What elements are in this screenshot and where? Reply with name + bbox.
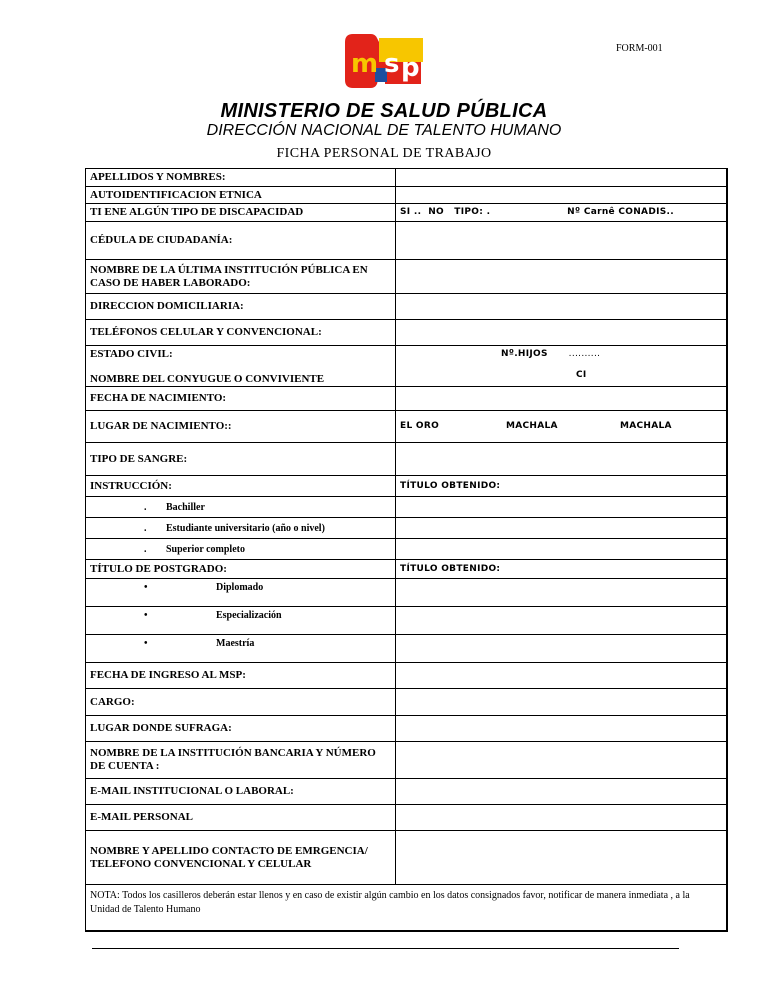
bullet-dot: .: [144, 501, 147, 513]
table-row: [86, 497, 727, 518]
page-subtitle: DIRECCIÓN NACIONAL DE TALENTO HUMANO: [206, 122, 562, 139]
table-row: [86, 387, 727, 411]
hijos-dots: ..........: [568, 349, 601, 359]
table-row: [86, 689, 727, 716]
table-row: [86, 831, 727, 885]
table-row: [86, 742, 727, 779]
bullet-dot: .: [144, 543, 147, 555]
apellidos-field[interactable]: [396, 169, 727, 187]
bullet-icon: •: [144, 638, 148, 649]
field-label: LUGAR DONDE SUFRAGA:: [86, 716, 396, 742]
field-label: NOMBRE Y APELLIDO CONTACTO DE EMRGENCIA/ TELEFONO CONVENCIONAL Y CELULAR: [86, 831, 396, 885]
ingreso-field[interactable]: [396, 663, 727, 689]
lugar-nac-field[interactable]: [396, 411, 727, 443]
especializacion-field[interactable]: [396, 607, 727, 635]
field-label: AUTOIDENTIFICACION ETNICA: [86, 187, 396, 204]
table-row: [86, 169, 727, 187]
personal-form-table: [85, 168, 728, 932]
ultima-inst-field[interactable]: [396, 260, 727, 294]
msp-logo: [309, 24, 463, 98]
table-row: [86, 805, 727, 831]
diplomado-field[interactable]: [396, 579, 727, 607]
svg-text:p: p: [401, 53, 420, 83]
table-row: [86, 260, 727, 294]
field-label: NOMBRE DE LA ÚLTIMA INSTITUCIÓN PÚBLICA EN CASO DE HABER LABORADO:: [86, 260, 396, 294]
field-label: NOMBRE DEL CONYUGUE O CONVIVIENTE: [90, 373, 325, 385]
table-row: [86, 294, 727, 320]
field-label: CÉDULA DE CIUDADANÍA:: [86, 222, 396, 260]
table-row: [86, 204, 727, 222]
table-row: [86, 539, 727, 560]
telefonos-field[interactable]: [396, 320, 727, 346]
field-label: TÍTULO DE POSTGRADO:: [86, 560, 396, 579]
table-row: [86, 346, 727, 387]
fecha-nac-field[interactable]: [396, 387, 727, 411]
disc-no: NO: [428, 207, 444, 217]
field-label: DIRECCION DOMICILIARIA:: [86, 294, 396, 320]
nota-text: NOTA: Todos los casilleros deberán estar llenos y en caso de existir algún cambio en los datos consignados favor, notificar de manera inmediata , a la Unidad de Talento Humano: [86, 885, 727, 931]
field-label: ESTADO CIVIL:: [90, 348, 173, 360]
emergencia-field[interactable]: [396, 831, 727, 885]
titulo-obtenido-label: TÍTULO OBTENIDO:: [396, 560, 727, 579]
hijos-label: Nº.HIJOS: [501, 349, 548, 359]
table-row: [86, 635, 727, 663]
universitario-field[interactable]: [396, 518, 727, 539]
bachiller-field[interactable]: [396, 497, 727, 518]
table-row: [86, 560, 727, 579]
field-label: INSTRUCCIÓN:: [86, 476, 396, 497]
bancaria-field[interactable]: [396, 742, 727, 779]
table-row: [86, 411, 727, 443]
table-row: [86, 779, 727, 805]
field-label: E-MAIL INSTITUCIONAL O LABORAL:: [86, 779, 396, 805]
table-row: [86, 320, 727, 346]
page-title: MINISTERIO DE SALUD PÚBLICA: [220, 100, 548, 122]
form-code: FORM-001: [616, 43, 663, 54]
table-row: [86, 518, 727, 539]
signature-line: [92, 948, 679, 949]
disc-tipo: TIPO: .: [454, 207, 491, 217]
field-label: Bachiller: [166, 501, 205, 513]
bullet-icon: •: [144, 610, 148, 621]
estado-civil-field[interactable]: [396, 346, 727, 387]
bullet-icon: •: [144, 582, 148, 593]
autoid-field[interactable]: [396, 187, 727, 204]
table-row: [86, 663, 727, 689]
table-row: [86, 476, 727, 497]
field-label: Maestría: [216, 638, 255, 649]
svg-text:m: m: [351, 49, 379, 79]
cargo-field[interactable]: [396, 689, 727, 716]
superior-field[interactable]: [396, 539, 727, 560]
email-pers-field[interactable]: [396, 805, 727, 831]
titulo-obtenido-label: TÍTULO OBTENIDO:: [396, 476, 727, 497]
discapacidad-field[interactable]: [396, 204, 727, 222]
field-label: FECHA DE INGRESO AL MSP:: [86, 663, 396, 689]
email-inst-field[interactable]: [396, 779, 727, 805]
bullet-dot: .: [144, 522, 147, 534]
table-row: [86, 579, 727, 607]
field-label: NOMBRE DE LA INSTITUCIÓN BANCARIA Y NÚMERO DE CUENTA :: [86, 742, 396, 779]
field-label: APELLIDOS Y NOMBRES:: [86, 169, 396, 187]
field-label: FECHA DE NACIMIENTO:: [86, 387, 396, 411]
field-label: TELÉFONOS CELULAR Y CONVENCIONAL:: [86, 320, 396, 346]
svg-text:s: s: [384, 49, 400, 79]
field-label: Especialización: [216, 610, 282, 621]
table-row: [86, 187, 727, 204]
sufraga-field[interactable]: [396, 716, 727, 742]
direccion-field[interactable]: [396, 294, 727, 320]
table-row: [86, 222, 727, 260]
field-label: CARGO:: [86, 689, 396, 716]
table-row: [86, 885, 727, 931]
sangre-field[interactable]: [396, 443, 727, 476]
field-label: Estudiante universitario (año o nivel): [166, 522, 325, 534]
table-row: [86, 443, 727, 476]
lugar-provincia: EL ORO: [400, 421, 440, 431]
maestria-field[interactable]: [396, 635, 727, 663]
lugar-ciudad: MACHALA: [620, 421, 672, 431]
field-label: E-MAIL PERSONAL: [86, 805, 396, 831]
disc-si: SI ..: [400, 207, 422, 217]
field-label: LUGAR DE NACIMIENTO::: [86, 411, 396, 443]
disc-carne: Nº Carnê CONADIS..: [567, 207, 674, 217]
table-row: [86, 716, 727, 742]
table-row: [86, 607, 727, 635]
lugar-canton: MACHALA: [506, 421, 558, 431]
cedula-field[interactable]: [396, 222, 727, 260]
field-label: Diplomado: [216, 582, 264, 593]
field-label: TIPO DE SANGRE:: [86, 443, 396, 476]
field-label: TI ENE ALGÚN TIPO DE DISCAPACIDAD: [86, 204, 396, 222]
ci-label: CI: [576, 370, 587, 380]
field-label: Superior completo: [166, 543, 245, 555]
form-title: FICHA PERSONAL DE TRABAJO: [276, 146, 492, 161]
